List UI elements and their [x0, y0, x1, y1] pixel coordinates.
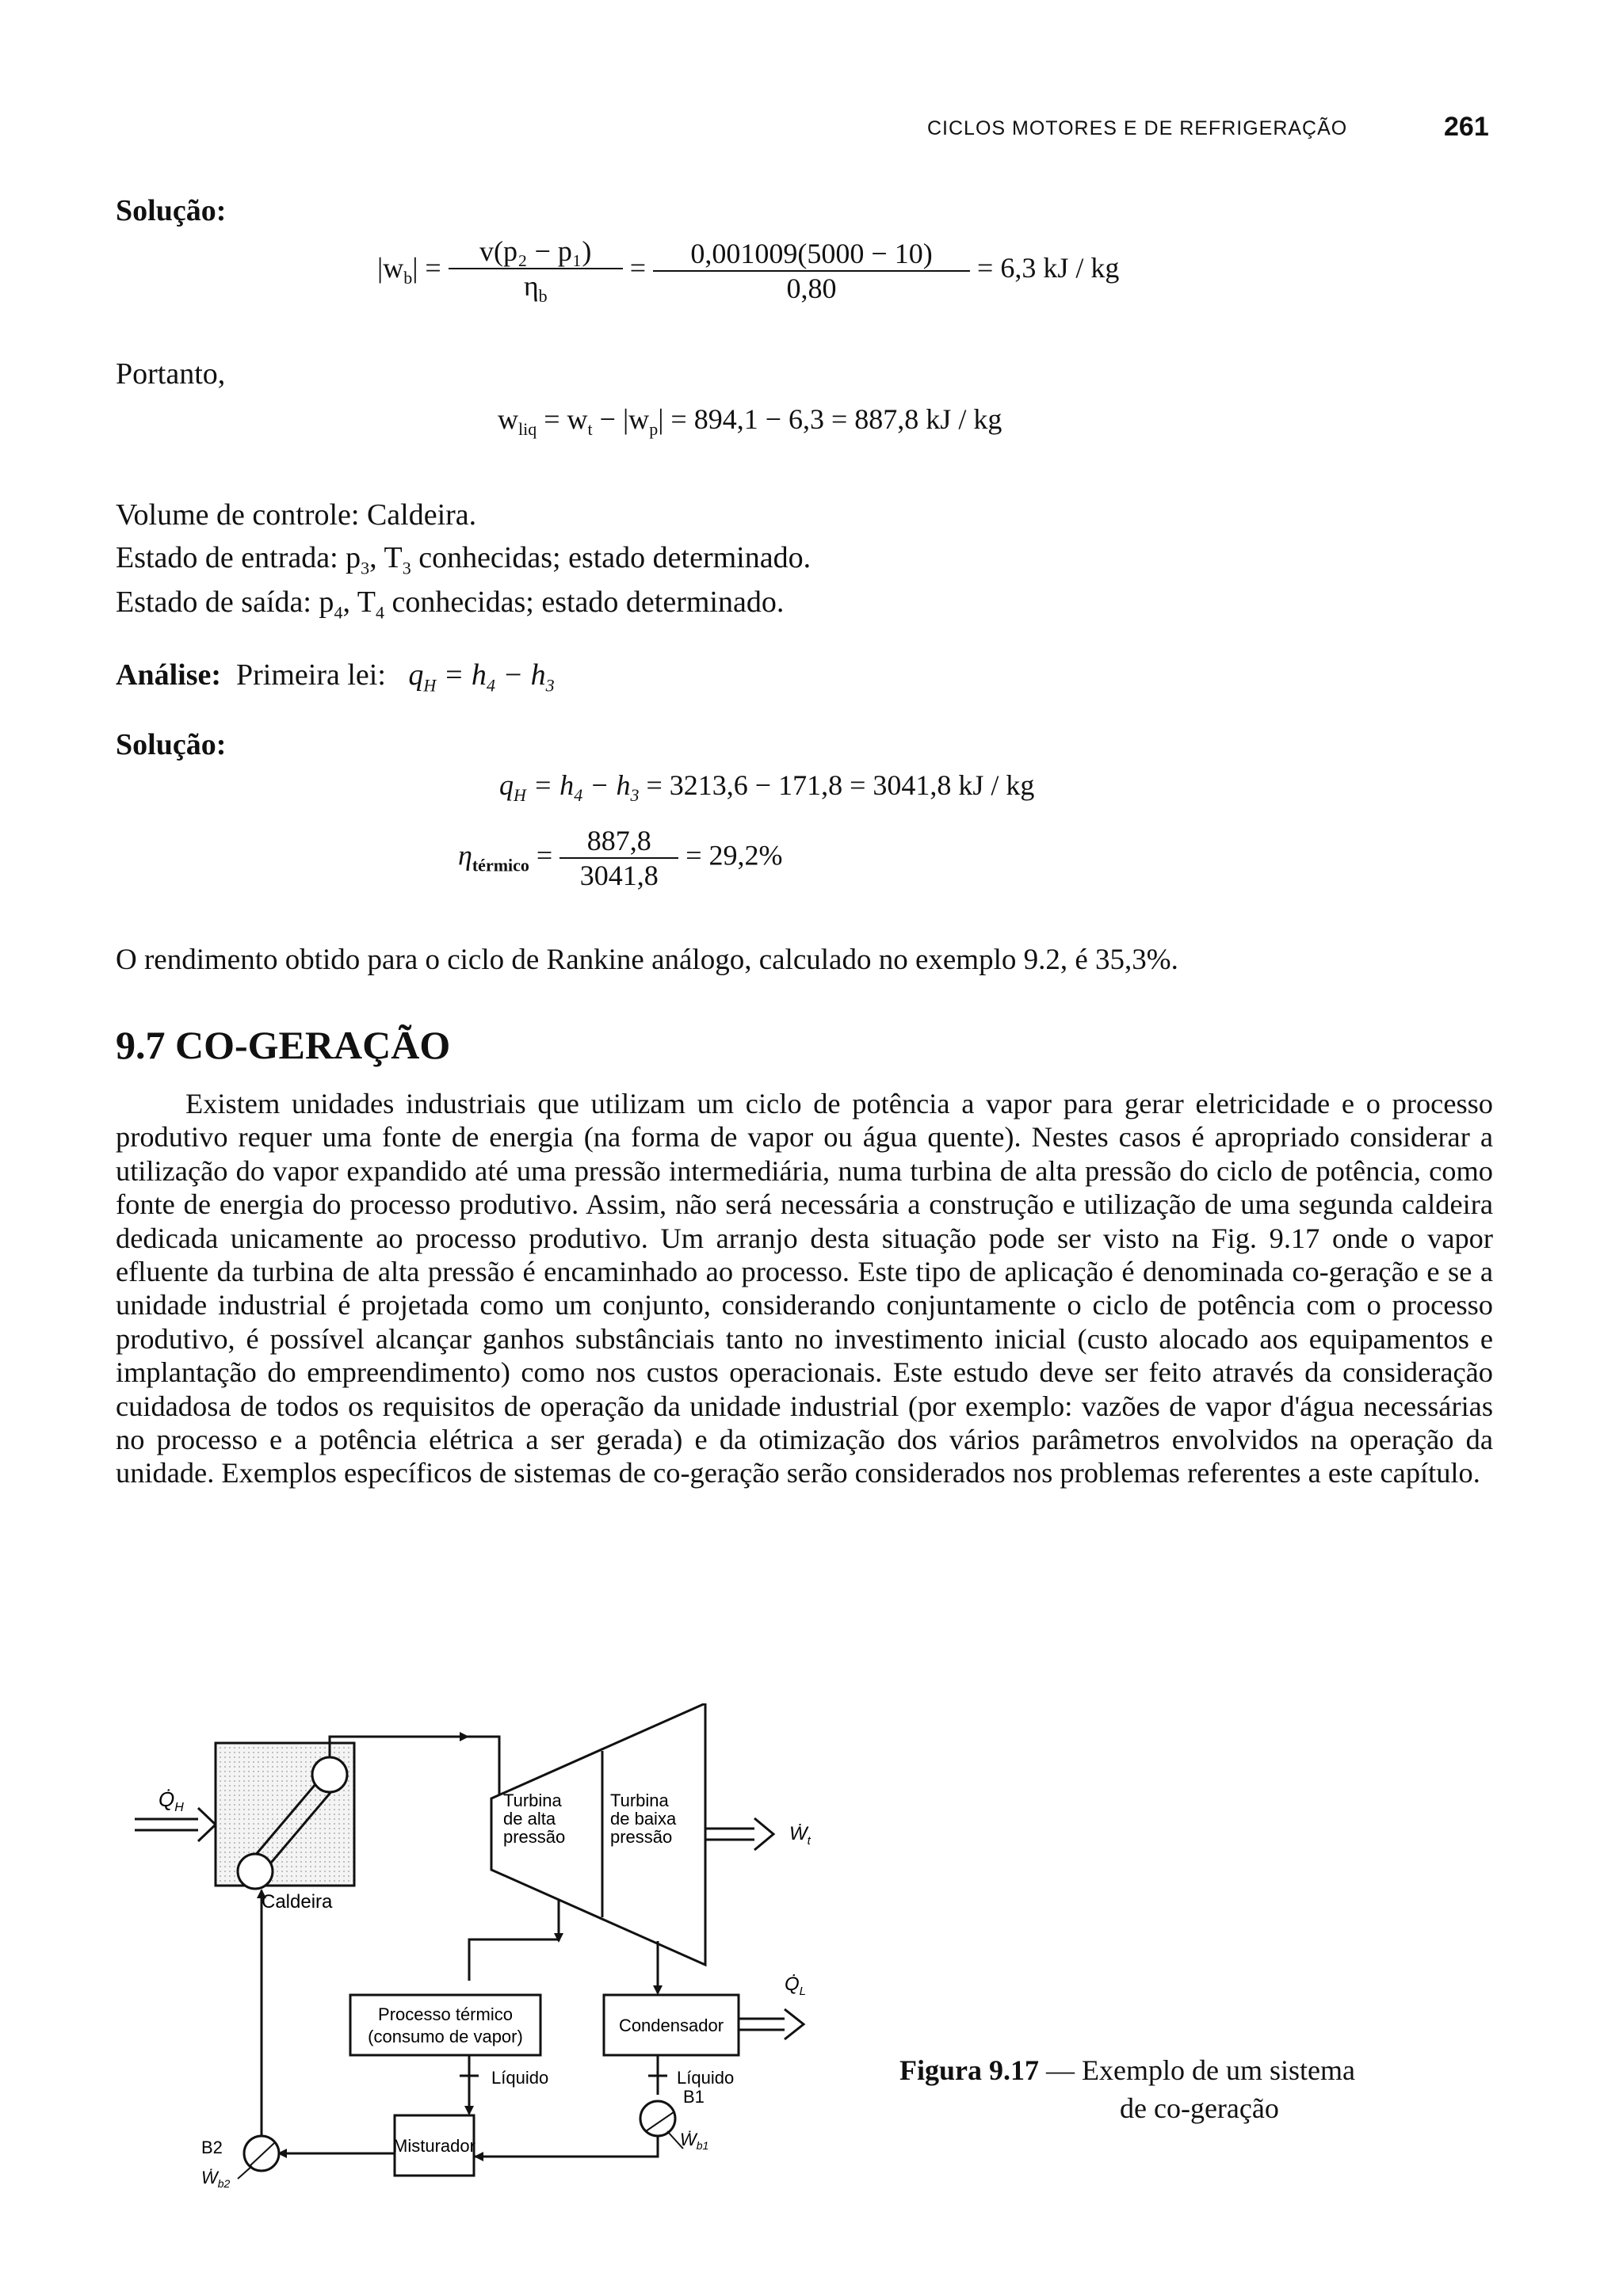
condensate-label: Líquido: [677, 2068, 735, 2088]
heat-input-label: $Q̇_H$: [158, 1787, 184, 1814]
rankine-comparison: O rendimento obtido para o ciclo de Rankine análogo, calculado no exemplo 9.2, é 35,3%.: [116, 944, 1178, 976]
turbine-work-label: Ẇ$_t$: [789, 1823, 811, 1848]
lp-turbine-label-3: pressão: [610, 1827, 673, 1847]
control-volume-line: Volume de controle: Caldeira.: [116, 498, 477, 532]
pump-b2-label: B2: [201, 2138, 223, 2157]
heat-input-equation: $q_H = h_4 - h_3 = 3213,6 - 171,8 = 3041,8$ kJ / kg: [499, 769, 1035, 806]
hp-turbine-label-1: Turbina: [503, 1791, 562, 1810]
process-label-2: (consumo de vapor): [368, 2027, 523, 2046]
eq-result: = 6,3 kJ / kg: [977, 251, 1120, 284]
work-output-arrow: [705, 1818, 773, 1850]
extraction-line: [469, 1900, 559, 1981]
analysis-line: Análise: Primeira lei: $q_H = h_4 - h_3$: [116, 658, 555, 696]
hp-turbine-label-2: de alta: [503, 1809, 556, 1829]
efficiency-equation: $\eta_{térmico}$ = $\frac{887,8}{3041,8}$ = 29,2%: [458, 825, 783, 891]
eq-fraction-2: $\frac{0,001009(5000 - 10)}{0,80}$: [653, 237, 970, 305]
cogeneration-diagram: [119, 1703, 911, 2210]
solution-label-2: Solução:: [116, 728, 227, 761]
process-label-1: Processo térmico: [378, 2004, 513, 2024]
outlet-state-line: Estado de saída: $p_4$, $T_4$ conhecidas; estado determinado.: [116, 585, 785, 623]
heat-rejection-arrow: [739, 2009, 804, 2039]
pump-b1-work: Ẇ$_{b1}$: [680, 2130, 709, 2152]
heat-rejection-label: $Q̇_L$: [785, 1974, 807, 1998]
pump-b2-work: Ẇ$_{b2}$: [201, 2168, 231, 2190]
lp-turbine-label-2: de baixa: [610, 1809, 677, 1829]
portanto-label: Portanto,: [116, 357, 226, 391]
condenser-label: Condensador: [618, 2016, 724, 2035]
net-work-equation: $w_{liq} = w_t - |w_p| = 894,1 - 6,3 = 887,8$ kJ / kg: [498, 403, 1002, 440]
mixer-label: Misturador: [393, 2136, 475, 2156]
boiler-label: Caldeira: [262, 1891, 333, 1913]
pump-work-equation: $|w_b|$ = $\frac{\text{v(p₂ − p₁)}}{\eta_b}$ = $\frac{0,001009(5000 - 10)}{0,80}$ = 6,3 kJ / kg: [377, 235, 1120, 307]
solution-label: Solução:: [116, 194, 227, 227]
figure-caption-line2: de co-geração: [1120, 2092, 1279, 2124]
inlet-state-line: Estado de entrada: $p_3$, $T_3$ conhecidas; estado determinado.: [116, 541, 812, 578]
section-heading: 9.7 CO-GERAÇÃO: [116, 1023, 451, 1067]
figure-caption: Figura 9.17 — Exemplo de um sistema: [899, 2054, 1355, 2086]
eq-lhs: |w: [377, 251, 404, 284]
cogeneration-paragraph: Existem unidades industriais que utilizam um ciclo de potência a vapor para gerar eletricidade e o processo produtivo requer uma fonte de energia (na forma de vapor ou água quente). Nestes casos é apropriado considerar a utilização do vapor expandido até uma pressão intermediária, numa turbina de alta pressão do ciclo de potência, como fonte de energia do processo produtivo. Assim, não será necessária a construção e utilização de uma segunda caldeira dedicada unicamente ao processo produtivo. Um arranjo desta situação pode ser visto na Fig. 9.17 onde o vapor efluente da turbina de alta pressão é encaminhado ao processo. Este tipo de aplicação é denominada co-geração e se a unidade industrial é projetada como um conjunto, considerando conjuntamente o ciclo de potência com o processo produtivo, é possível alcançar ganhos substânciais tanto no investimento inicial (custo alocado aos equipamentos e implantação do empreendimento) como nos custos operacionais. Este estudo deve ser feito através da consideração cuidadosa de todos os requisitos de operação da unidade industrial (por exemplo: vazões de vapor d'água necessárias no processo e a potência elétrica a ser gerada) e da otimização dos vários parâmetros envolvidos na operação da unidade. Exemplos específicos de sistemas de co-geração serão considerados nos problemas referentes a este capítulo.: [116, 1088, 1493, 1489]
lp-turbine-label-1: Turbina: [610, 1791, 669, 1810]
running-header: CICLOS MOTORES E DE REFRIGERAÇÃO: [927, 117, 1348, 139]
pump-b1-label: B1: [683, 2087, 705, 2107]
eq-fraction-1: $\frac{\text{v(p₂ − p₁)}}{\eta_b}$: [449, 235, 623, 307]
process-liquid-label: Líquido: [491, 2068, 549, 2088]
page-number: 261: [1444, 112, 1489, 142]
hp-turbine-label-3: pressão: [503, 1827, 566, 1847]
